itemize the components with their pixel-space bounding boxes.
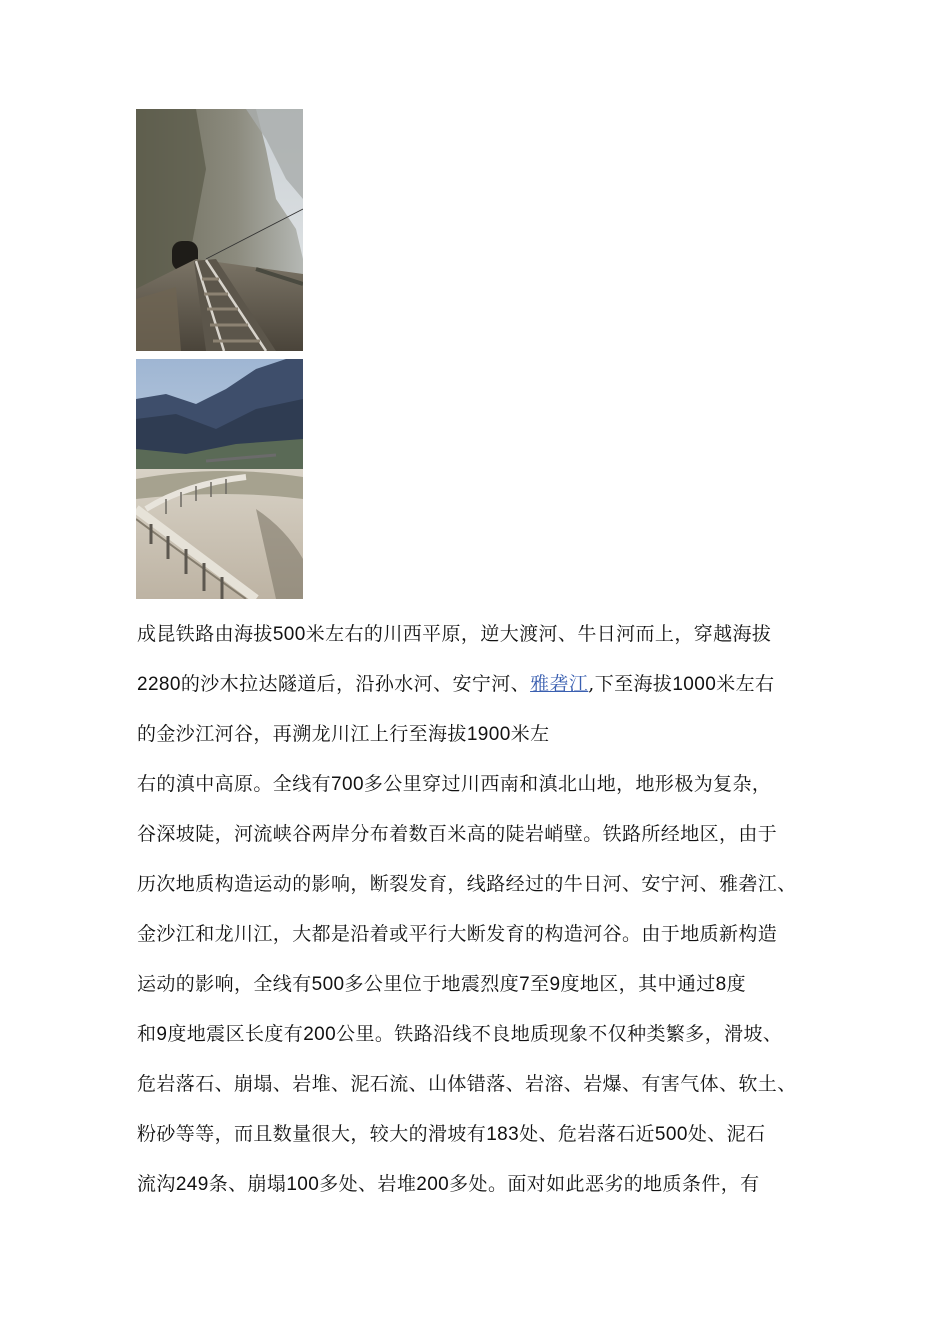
text-segment: 的沙木拉达隧道后，沿孙水河、安宁河、 [180, 673, 531, 695]
text-segment: 多公里位于地震烈度 [344, 973, 520, 995]
number-text: 9 [549, 974, 561, 995]
viaduct-valley-photo [136, 359, 303, 599]
number-text: 1000 [672, 674, 717, 695]
number-text: 100 [286, 1174, 320, 1195]
number-text: 8 [715, 974, 727, 995]
number-text: 1900 [466, 724, 511, 745]
paragraph-line [137, 922, 777, 946]
paragraph-line [137, 772, 771, 797]
yalong-river-link[interactable]: 雅砻江 [530, 673, 589, 695]
number-text: 500 [311, 974, 345, 995]
paragraph-line [137, 822, 777, 846]
number-text: 700 [331, 774, 364, 795]
text-segment: 多公里穿过川西南和滇北山地，地形极为复杂， [363, 773, 772, 795]
text-segment: 度 [726, 973, 747, 995]
paragraph-line [137, 672, 774, 697]
text-segment: 粉砂等等，而且数量很大，较大的滑坡有 [137, 1123, 487, 1145]
number-text: 2280 [137, 674, 181, 695]
number-text: 200 [416, 1174, 450, 1195]
text-segment: ,下至海拔 [588, 673, 673, 695]
paragraph-line [137, 1072, 797, 1096]
text-segment: 流沟 [137, 1173, 176, 1195]
number-text: 500 [272, 624, 306, 645]
paragraph-line [137, 1022, 782, 1047]
viaduct-valley-image [136, 359, 303, 599]
text-segment: 金沙江和龙川江，大都是沿着或平行大断发育的构造河谷。由于地质新构造 [137, 923, 778, 945]
paragraph-line [137, 722, 550, 747]
paragraph-line [137, 1172, 760, 1197]
number-text: 249 [175, 1174, 209, 1195]
text-segment: 谷深坡陡，河流峡谷两岸分布着数百米高的陡岩峭壁。铁路所经地区，由于 [137, 823, 778, 845]
number-text: 200 [303, 1024, 337, 1045]
text-segment: 多处。面对如此恶劣的地质条件，有 [449, 1173, 760, 1195]
number-text: 500 [654, 1124, 688, 1145]
text-segment: 条、崩塌 [208, 1173, 287, 1195]
text-segment: 米左 [510, 723, 550, 745]
number-text: 7 [519, 974, 531, 995]
text-segment: 危岩落石、崩塌、岩堆、泥石流、山体错落、岩溶、岩爆、有害气体、软土、 [137, 1073, 797, 1095]
text-segment: 米左右的川西平原，逆大渡河、牛日河而上，穿越海拔 [305, 623, 772, 645]
number-text: 9 [156, 1024, 168, 1045]
text-segment: 的金沙江河谷，再溯龙川江上行至海拔 [137, 723, 467, 745]
text-segment: 度地区，其中通过 [560, 973, 716, 995]
number-text: 183 [486, 1124, 520, 1145]
text-segment: 公里。铁路沿线不良地质现象不仅种类繁多，滑坡、 [336, 1023, 783, 1045]
text-segment: 成昆铁路由海拔 [137, 623, 273, 645]
railway-tunnel-photo [136, 109, 303, 351]
paragraph-line [137, 622, 771, 647]
text-segment: 和 [137, 1023, 157, 1045]
text-segment: 多处、岩堆 [319, 1173, 417, 1195]
paragraph-line [137, 872, 797, 896]
paragraph-line [137, 972, 746, 997]
paragraph-line [137, 1122, 765, 1147]
text-segment: 历次地质构造运动的影响，断裂发育，线路经过的牛日河、安宁河、雅砻江、 [137, 873, 797, 895]
text-segment: 处、泥石 [687, 1123, 766, 1145]
text-segment: 至 [530, 973, 550, 995]
text-segment: 度地震区长度有 [167, 1023, 304, 1045]
text-segment: 运动的影响，全线有 [137, 973, 312, 995]
text-segment: 右的滇中高原。全线有 [137, 773, 332, 795]
railway-tunnel-image [136, 109, 303, 351]
text-segment: 处、危岩落石近 [519, 1123, 655, 1145]
text-segment: 米左右 [716, 673, 775, 695]
